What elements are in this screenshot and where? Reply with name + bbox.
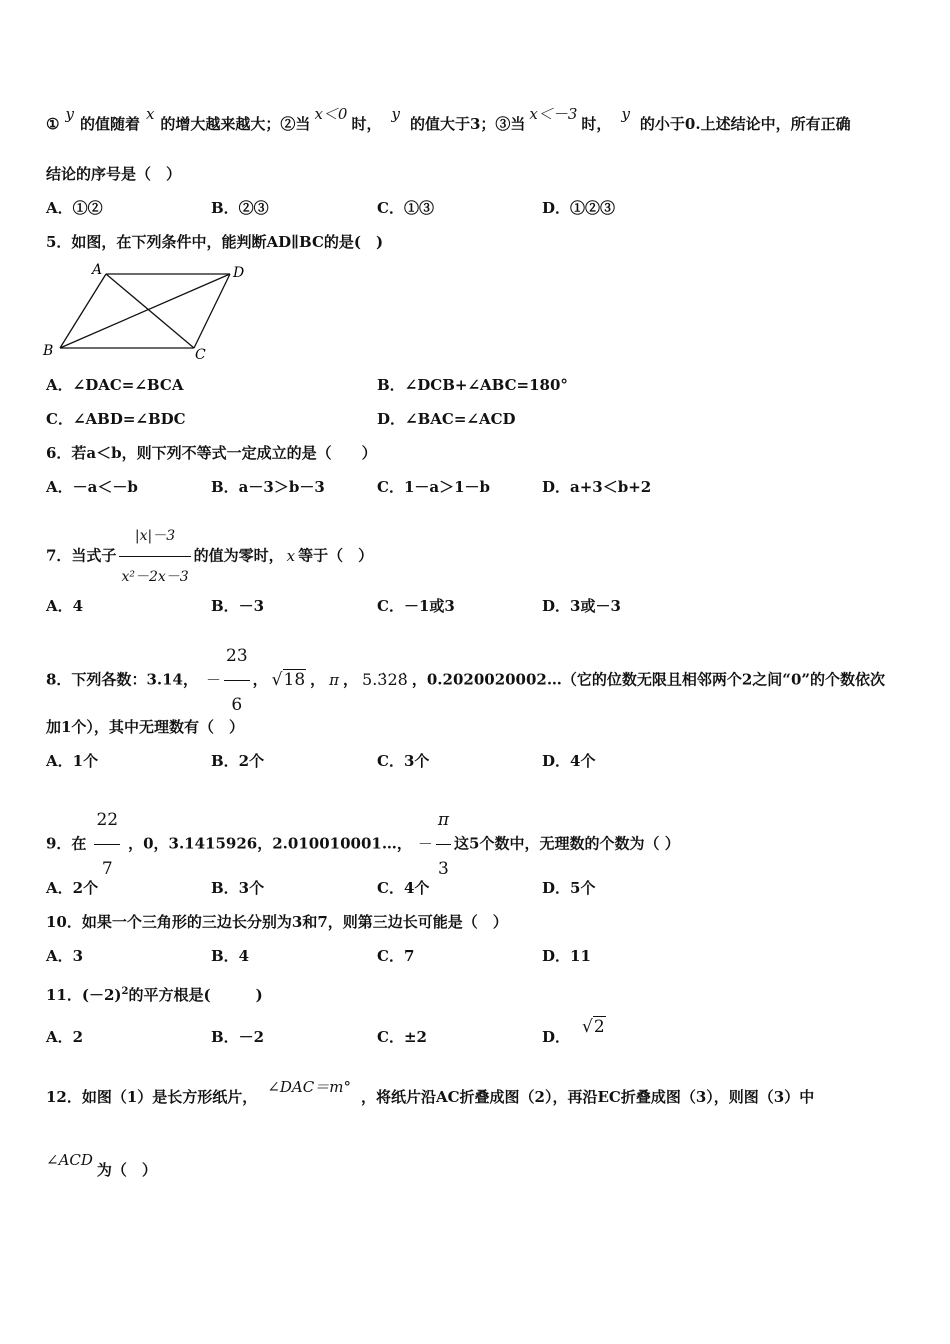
q12-text: ，将纸片沿AC折叠成图（2），再沿EC折叠成图（3），则图（3）中 — [360, 1088, 815, 1106]
q6-stem: 6．若a＜b，则下列不等式一定成立的是（ ） — [46, 444, 377, 462]
q4-line1 — [46, 105, 851, 134]
q7-option-b[interactable]: B．－3 — [211, 597, 265, 615]
math-y: y — [621, 105, 630, 123]
q12-text: 12．如图（1）是长方形纸片， — [46, 1088, 258, 1106]
q9-option-b[interactable]: B．3个 — [211, 879, 265, 897]
math-angle: ∠DAC＝m° — [267, 1078, 351, 1096]
q7-text: 7．当式子 — [46, 546, 117, 565]
q11-text: 的平方根是( ) — [128, 986, 263, 1004]
q7-option-d[interactable]: D．3或－3 — [542, 597, 621, 615]
label-c: C — [195, 347, 206, 363]
q4-option-c[interactable]: C．①③ — [377, 199, 434, 217]
q5-option-b[interactable]: B．∠DCB+∠ABC=180° — [377, 376, 568, 394]
q7-fraction — [119, 516, 190, 597]
q8-option-c[interactable]: C．3个 — [377, 752, 430, 770]
q8-option-a[interactable]: A．1个 — [46, 752, 99, 770]
label-a: A — [92, 262, 103, 278]
exponent: 2 — [121, 986, 129, 997]
minus-sign: － — [417, 834, 433, 853]
radicand: 2 — [593, 1017, 605, 1037]
math-condition: x＜－3 — [529, 105, 578, 123]
label-d: D — [233, 265, 245, 281]
q8-line2: 加1个），其中无理数有（ ） — [46, 718, 244, 736]
q9-text: 9．在 — [46, 834, 87, 853]
q4-text: 的增大越来越大；②当 — [160, 115, 311, 133]
q8-option-b[interactable]: B．2个 — [211, 752, 265, 770]
pi-symbol: π — [329, 670, 340, 689]
q6-option-d[interactable]: D．a+3＜b+2 — [542, 478, 652, 496]
q9-fraction-1 — [94, 796, 120, 893]
q4-text: 的小于0.上述结论中，所有正确 — [639, 115, 851, 133]
repeating-decimal: 5.3̇28̇ — [362, 669, 408, 689]
math-angle: ∠ACD — [46, 1151, 93, 1169]
separator: ， — [310, 670, 326, 689]
q11-option-c[interactable]: C．±2 — [377, 1028, 427, 1046]
q8-text: 8．下列各数：3.14， — [46, 670, 198, 689]
q4-option-a[interactable]: A．①② — [46, 199, 103, 217]
q12-line2 — [46, 1151, 157, 1180]
fraction-denominator: 3 — [438, 859, 449, 879]
fraction-numerator: 22 — [94, 796, 120, 845]
q8-option-d[interactable]: D．4个 — [542, 752, 596, 770]
fraction-denominator: x²－2x－3 — [121, 569, 189, 585]
q5-stem: 5．如图，在下列条件中，能判断AD∥BC的是( ) — [46, 233, 384, 251]
q4-option-d[interactable]: D．①②③ — [542, 199, 616, 217]
q12-text: 为（ ） — [96, 1161, 157, 1179]
q9-text: 这5个数中，无理数的个数为（ ） — [454, 834, 680, 853]
q9-fraction-2 — [436, 796, 451, 893]
q7-option-a[interactable]: A．4 — [46, 597, 84, 615]
math-y: y — [65, 105, 74, 123]
radicand: 18 — [283, 669, 306, 690]
q8-text: ，0.2020020002…（它的位数无限且相邻两个2之间“0”的个数依次 — [411, 670, 886, 689]
q11-text: 11．(－2) — [46, 986, 122, 1004]
q7-text: 等于（ ） — [298, 546, 374, 565]
q10-option-a[interactable]: A．3 — [46, 947, 84, 965]
q4-text: 时， — [581, 115, 612, 133]
q8-sqrt: √18 — [271, 669, 306, 690]
q10-option-d[interactable]: D．11 — [542, 947, 591, 965]
q7-option-c[interactable]: C．－1或3 — [377, 597, 455, 615]
q4-text: 的值大于3；③当 — [409, 115, 526, 133]
sqrt-two: √2 — [582, 1017, 605, 1037]
separator: ， — [343, 670, 359, 689]
math-x: x — [286, 546, 296, 565]
fraction-denominator: 6 — [231, 695, 243, 715]
q7-stem — [46, 516, 373, 597]
math-condition: x＜0 — [314, 105, 348, 123]
q8-stem — [46, 632, 885, 729]
q5-option-a[interactable]: A．∠DAC=∠BCA — [46, 376, 184, 394]
q7-text: 的值为零时， — [193, 546, 284, 565]
q4-text: 时， — [351, 115, 382, 133]
minus-sign: － — [205, 670, 221, 689]
option-label: D． — [542, 1028, 571, 1046]
q9-text: ，0，3.1415926，2.010010001…， — [128, 834, 412, 853]
q11-stem — [46, 982, 263, 1005]
q6-option-b[interactable]: B．a－3＞b－3 — [211, 478, 325, 496]
q9-option-d[interactable]: D．5个 — [542, 879, 596, 897]
q6-option-c[interactable]: C．1－a＞1－b — [377, 478, 491, 496]
separator: ， — [252, 670, 268, 689]
q4-option-b[interactable]: B．②③ — [211, 199, 269, 217]
q9-option-a[interactable]: A．2个 — [46, 879, 99, 897]
fraction-numerator: π — [436, 796, 451, 845]
q5-option-c[interactable]: C．∠ABD=∠BDC — [46, 410, 186, 428]
q10-option-b[interactable]: B．4 — [211, 947, 250, 965]
q9-option-c[interactable]: C．4个 — [377, 879, 430, 897]
q10-stem: 10．如果一个三角形的三边长分别为3和7，则第三边长可能是（ ） — [46, 913, 508, 931]
q4-line2: 结论的序号是（ ） — [46, 165, 182, 183]
q12-stem — [46, 1078, 815, 1107]
q6-option-a[interactable]: A．－a＜－b — [46, 478, 138, 496]
math-x: x — [145, 105, 155, 123]
q4-text: ① — [46, 115, 60, 133]
q10-option-c[interactable]: C．7 — [377, 947, 415, 965]
math-y: y — [391, 105, 400, 123]
fraction-numerator: 23 — [224, 632, 250, 681]
q11-option-b[interactable]: B．－2 — [211, 1028, 265, 1046]
q11-option-d[interactable] — [542, 1017, 606, 1047]
fraction-denominator: 7 — [101, 859, 113, 879]
q8-fraction — [224, 632, 250, 729]
q5-option-d[interactable]: D．∠BAC=∠ACD — [377, 410, 516, 428]
q4-text: 的值随着 — [79, 115, 140, 133]
q11-option-a[interactable]: A．2 — [46, 1028, 84, 1046]
parallelogram-figure — [40, 260, 260, 365]
fraction-numerator: |x|－3 — [119, 516, 190, 557]
label-b: B — [43, 343, 54, 359]
